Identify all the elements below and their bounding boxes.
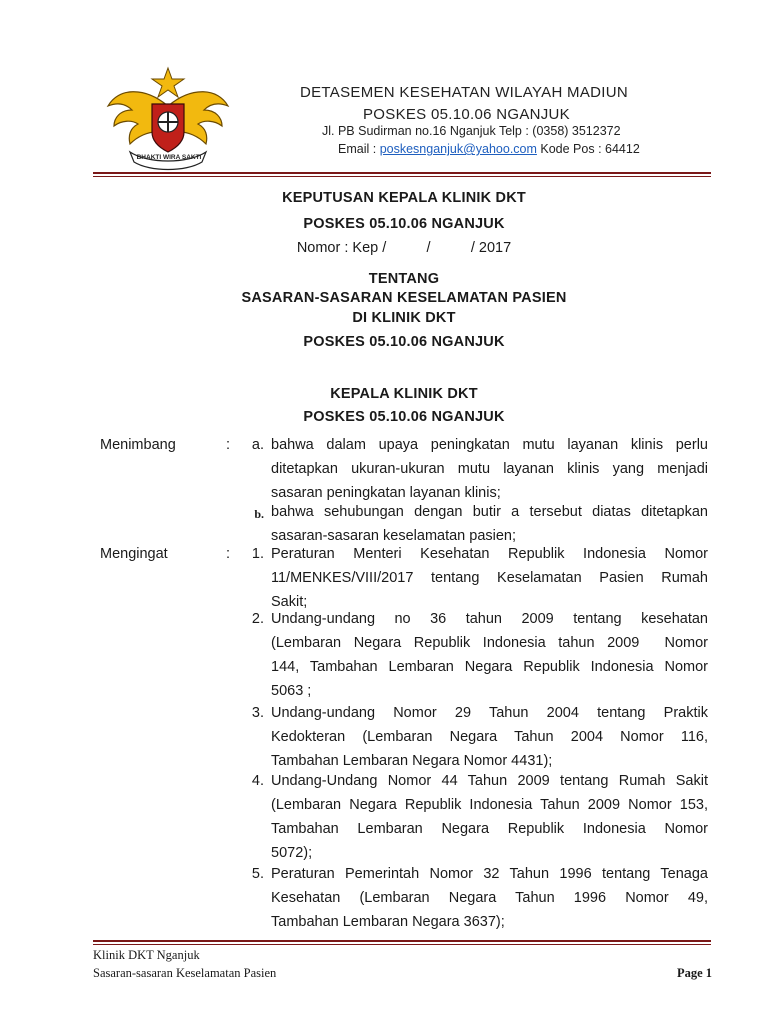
decree-unit: POSKES 05.10.06 NGANJUK [303,216,505,232]
recalling-item-2: Undang-undang no 36 tahun 2009 tentang kesehatan (Lembaran Negara Republik Indonesia tahun 2009 Nomor 144, Tambahan Lembaran Negara Republik Indonesia Nomor 5063 ; [271,611,708,699]
postal-code: Kode Pos : 64412 [536,142,640,156]
organization-address: Jl. PB Sudirman no.16 Nganjuk Telp : (0358) 3512372 [322,124,621,138]
organization-unit: POSKES 05.10.06 NGANJUK [363,106,570,123]
letterhead-divider [93,172,711,174]
head-title: KEPALA KLINIK DKT [330,386,478,402]
recalling-colon: : [226,546,231,562]
letterhead-divider-thin [93,176,711,177]
considering-colon: : [226,437,231,453]
recalling-item-3: Undang-undang Nomor 29 Tahun 2004 tentang Praktik Kedokteran (Lembaran Negara Tahun 2004 Nomor 116, Tambahan Lembaran Negara Nomor 4431); [271,705,708,769]
considering-mark-b: b. [254,507,264,521]
considering-item-a: bahwa dalam upaya peningkatan mutu layanan klinis perlu ditetapkan ukuran-ukuran mutu layanan klinis yang menjadi sasaran peningkatan layanan klinis; [271,437,708,501]
subject-line-3: POSKES 05.10.06 NGANJUK [303,334,505,350]
recalling-mark-2: 2. [251,611,264,627]
footer-clinic-name: Klinik DKT Nganjuk [93,948,200,962]
footer-divider [93,940,711,942]
recalling-item-5: Peraturan Pemerintah Nomor 32 Tahun 1996 tentang Tenaga Kesehatan (Lembaran Negara Tahun 1996 Nomor 49, Tambahan Lembaran Negara 3637); [271,866,708,930]
considering-item-b: bahwa sehubungan dengan butir a tersebut diatas ditetapkan sasaran-sasaran keselamatan pasien; [271,504,708,544]
decree-title: KEPUTUSAN KEPALA KLINIK DKT [282,190,526,206]
recalling-mark-1: 1. [251,546,264,562]
email-label: Email : [338,142,380,156]
decree-number: Nomor : Kep / / / 2017 [296,240,512,256]
recalling-item-1: Peraturan Menteri Kesehatan Republik Indonesia Nomor 11/MENKES/VIII/2017 tentang Keselamatan Pasien Rumah Sakit; [271,546,708,610]
footer-document-title: Sasaran-sasaran Keselamatan Pasien [93,966,277,980]
recalling-item-4: Undang-Undang Nomor 44 Tahun 2009 tentang Rumah Sakit (Lembaran Negara Republik Indonesia Tahun 2009 Nomor 153, Tambahan Lembaran Negara Republik Indonesia Nomor 5072); [271,773,708,861]
recalling-mark-4: 4. [251,773,264,789]
subject-line-2: DI KLINIK DKT [352,310,456,326]
recalling-mark-3: 3. [251,705,264,721]
footer-page-number: Page 1 [677,966,713,980]
recalling-mark-5: 5. [251,866,264,882]
contact-line [338,142,640,156]
logo-banner-text: BHAKTI WIRA SAKTI [136,154,202,161]
footer-divider-thin [93,944,711,945]
subject-line-1: SASARAN-SASARAN KESELAMATAN PASIEN [241,290,567,306]
recalling-label: Mengingat [100,546,168,562]
considering-label: Menimbang [100,437,176,453]
about-heading: TENTANG [368,271,440,287]
considering-mark-a: a. [251,437,264,453]
email-link[interactable]: poskesnganjuk@yahoo.com [379,142,537,156]
organization-name: DETASEMEN KESEHATAN WILAYAH MADIUN [300,84,629,101]
head-unit: POSKES 05.10.06 NGANJUK [303,409,505,425]
